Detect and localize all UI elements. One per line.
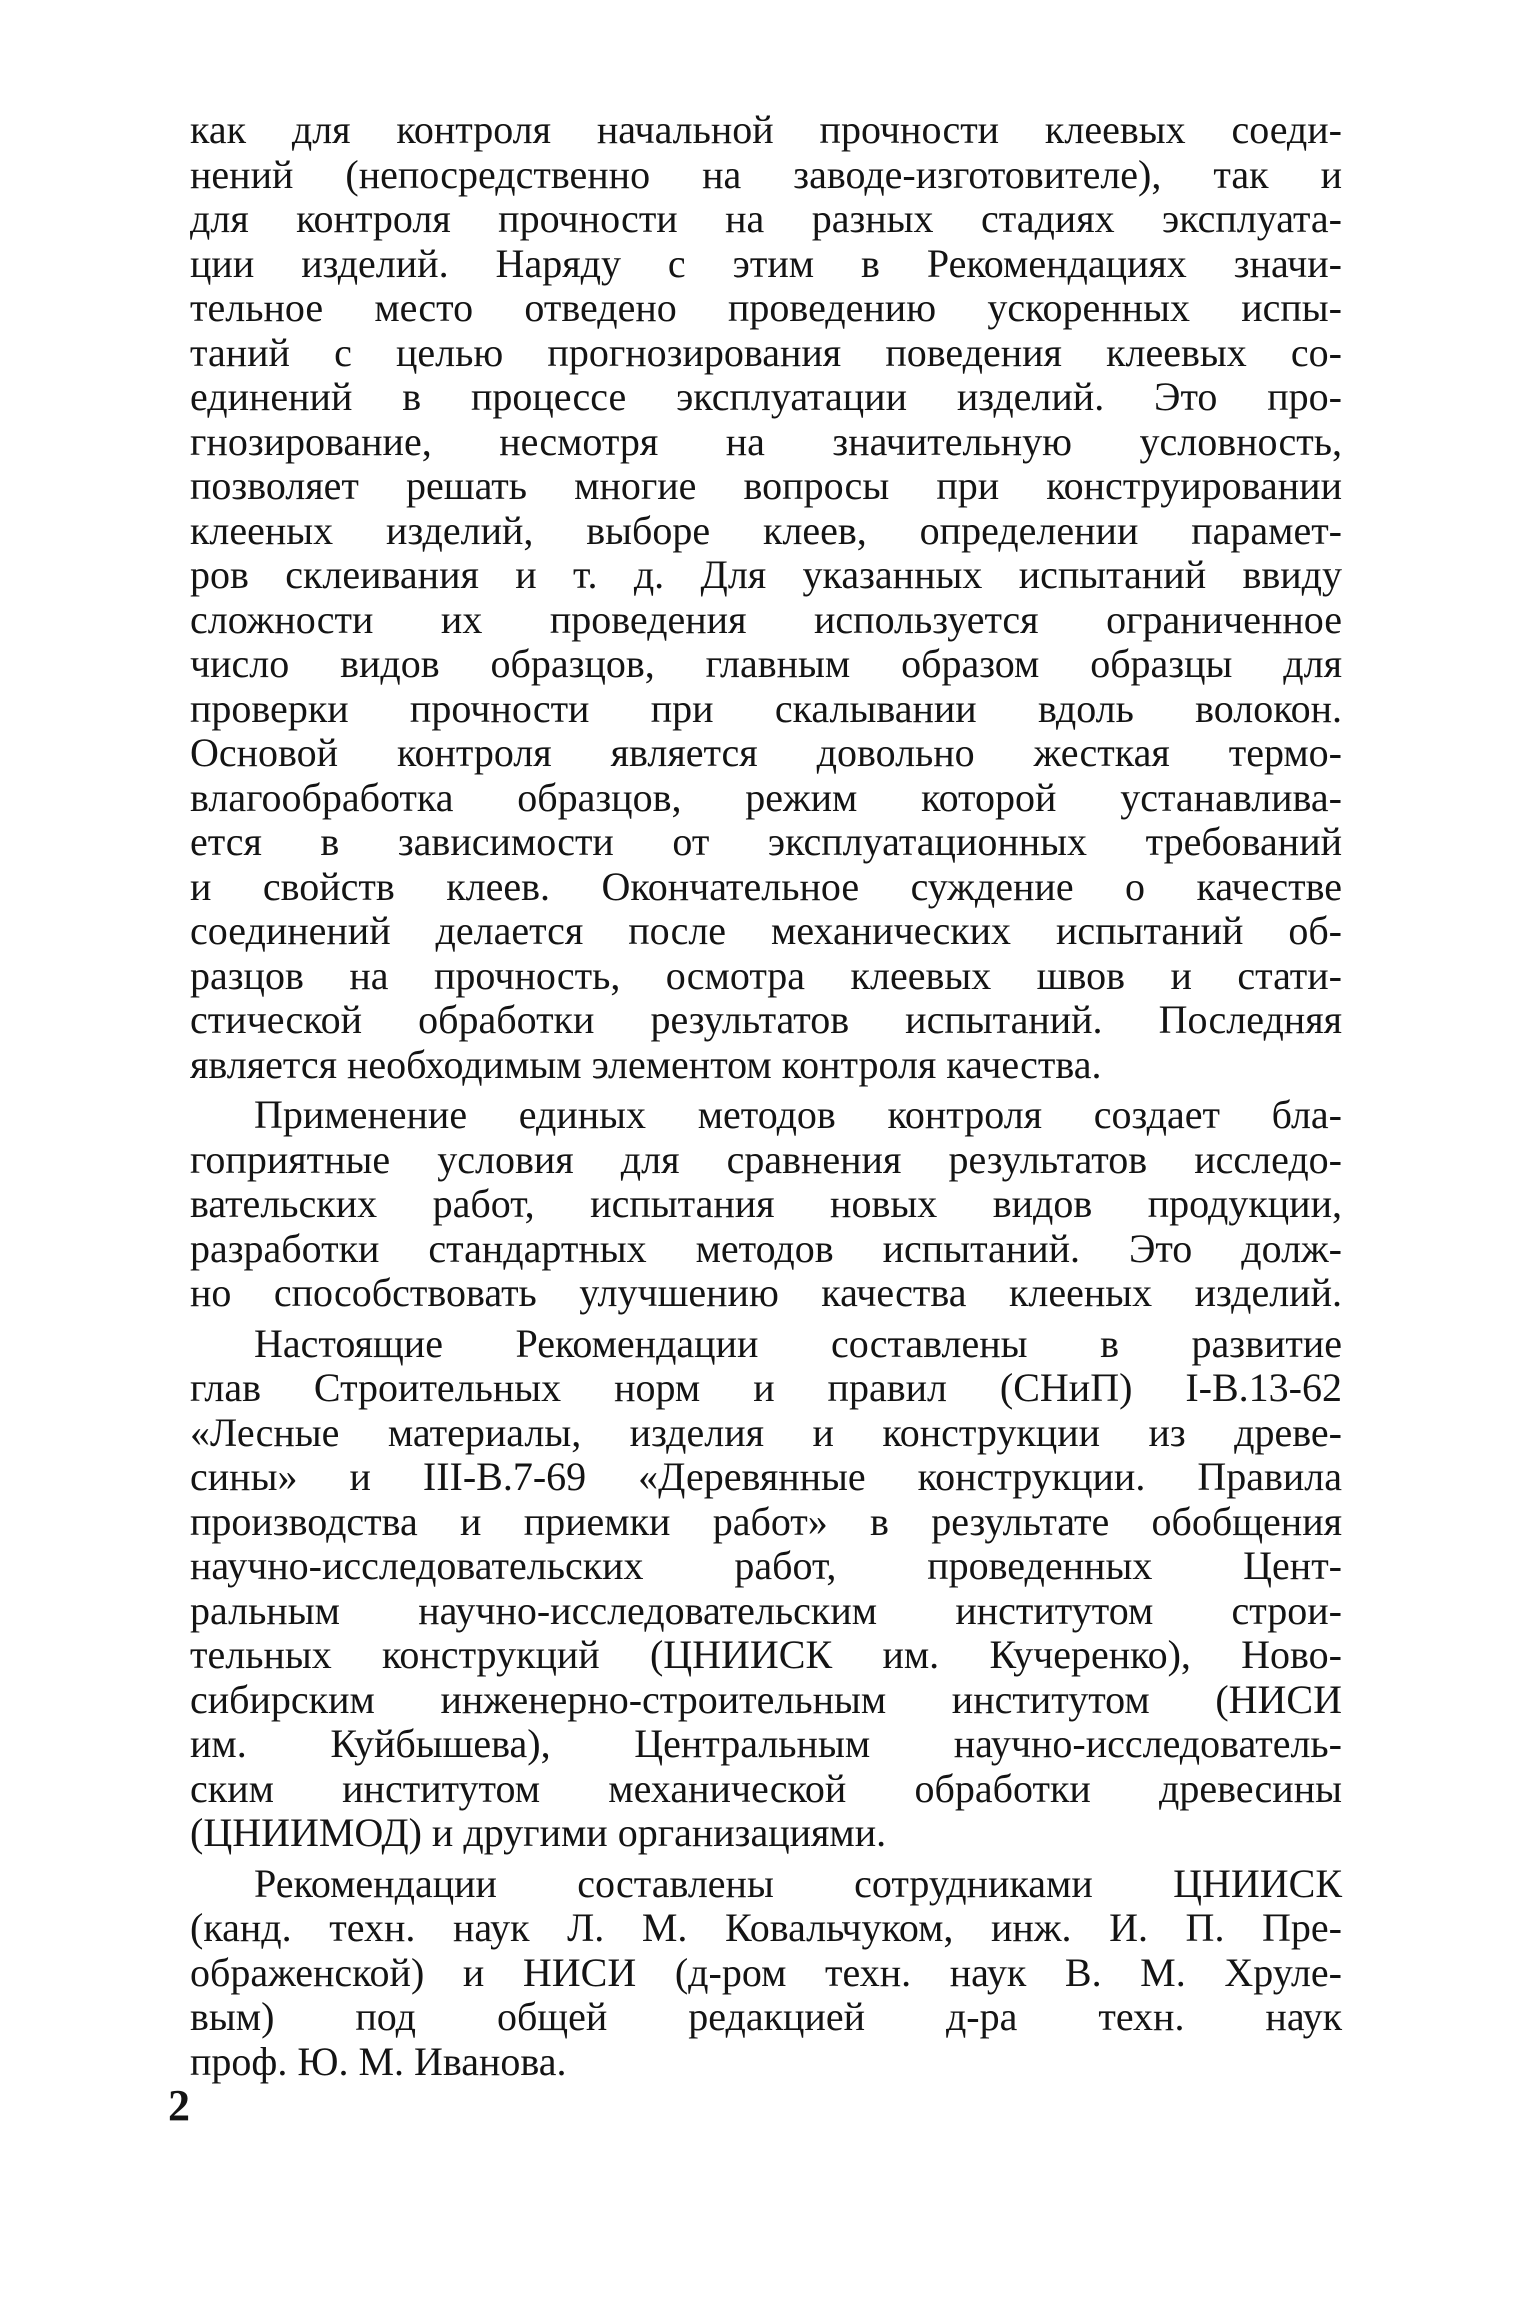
page-body <box>190 108 1342 2084</box>
text-line: разработки стандартных методов испытаний. Это долж- <box>190 1225 1342 1271</box>
text-line: ображенской) и НИСИ (д-ром техн. наук В. М. Хруле- <box>190 1949 1342 1995</box>
text-line: позволяет решать многие вопросы при конструировании <box>190 463 1342 508</box>
text-line: проверки прочности при скалывании вдоль волокон. <box>190 685 1342 731</box>
text-line: ров склеивания и т. д. Для указанных испытаний ввиду <box>190 552 1342 597</box>
text-line: стической обработки результатов испытаний. Последняя <box>190 997 1342 1042</box>
text-line: сложности их проведения используется ограниченное <box>190 596 1342 642</box>
text-line: (канд. техн. наук Л. М. Ковальчуком, инж. И. П. Пре- <box>190 1905 1342 1950</box>
text-line: проф. Ю. М. Иванова. <box>190 2038 567 2084</box>
text-line: единений в процессе эксплуатации изделий. Это про- <box>190 374 1342 419</box>
text-line: для контроля прочности на разных стадиях эксплуата- <box>190 196 1342 241</box>
text-line: клееных изделий, выборе клеев, определении парамет- <box>190 507 1342 553</box>
text-line: глав Строительных норм и правил (СНиП) I-В.13-62 <box>190 1365 1342 1410</box>
text-line: таний с целью прогнозирования поведения клеевых со- <box>190 329 1342 375</box>
paragraph-4 <box>190 1862 1342 2085</box>
paragraph-2 <box>190 1093 1342 1316</box>
text-line: тельных конструкций (ЦНИИСК им. Кучеренко), Ново- <box>190 1632 1342 1677</box>
text-line: Рекомендации составлены сотрудниками ЦНИИСК <box>254 1860 1342 1906</box>
text-line: производства и приемки работ» в результате обобщения <box>190 1498 1342 1544</box>
text-line: «Лесные материалы, изделия и конструкции из древе- <box>190 1409 1342 1455</box>
text-line: соединений делается после механических испытаний об- <box>190 908 1342 953</box>
text-line: разцов на прочность, осмотра клеевых швов и стати- <box>190 952 1342 998</box>
text-line: гоприятные условия для сравнения результатов исследо- <box>190 1136 1342 1182</box>
text-line: им. Куйбышева), Центральным научно-исследователь- <box>190 1721 1342 1766</box>
text-line: Основой контроля является довольно жесткая термо- <box>190 730 1342 775</box>
text-line: число видов образцов, главным образом образцы для <box>190 641 1342 686</box>
text-line: ется в зависимости от эксплуатационных требований <box>190 819 1342 864</box>
text-line: как для контроля начальной прочности клеевых соеди- <box>190 107 1342 152</box>
paragraph-3 <box>190 1322 1342 1856</box>
text-line: является необходимым элементом контроля качества. <box>190 1041 1102 1087</box>
text-line: и свойств клеев. Окончательное суждение о качестве <box>190 863 1342 909</box>
text-line: Настоящие Рекомендации составлены в развитие <box>254 1320 1342 1366</box>
text-line: тельное место отведено проведению ускоренных испы- <box>190 285 1342 330</box>
text-line: нений (непосредственно на заводе-изготовителе), так и <box>190 151 1342 197</box>
text-line: сибирским инженерно-строительным институтом (НИСИ <box>190 1676 1342 1722</box>
text-line: научно-исследовательских работ, проведенных Цент- <box>190 1543 1342 1588</box>
text-line: (ЦНИИМОД) и другими организациями. <box>190 1810 887 1855</box>
text-line: ским институтом механической обработки древесины <box>190 1765 1342 1811</box>
paragraph-1 <box>190 108 1342 1087</box>
page-number: 2 <box>168 2081 190 2130</box>
text-line: но способствовать улучшению качества клееных изделий. <box>190 1270 1342 1315</box>
text-line: ральным научно-исследовательским институтом строи- <box>190 1587 1342 1633</box>
text-line: ции изделий. Наряду с этим в Рекомендациях значи- <box>190 240 1342 286</box>
text-line: вательских работ, испытания новых видов продукции, <box>190 1181 1342 1226</box>
text-line: влагообработка образцов, режим которой устанавлива- <box>190 774 1342 820</box>
text-line: вым) под общей редакцией д-ра техн. наук <box>190 1994 1342 2039</box>
text-line: гнозирование, несмотря на значительную условность, <box>190 418 1342 464</box>
text-line: сины» и III-В.7-69 «Деревянные конструкции. Правила <box>190 1454 1342 1499</box>
text-line: Применение единых методов контроля создает бла- <box>254 1092 1342 1137</box>
